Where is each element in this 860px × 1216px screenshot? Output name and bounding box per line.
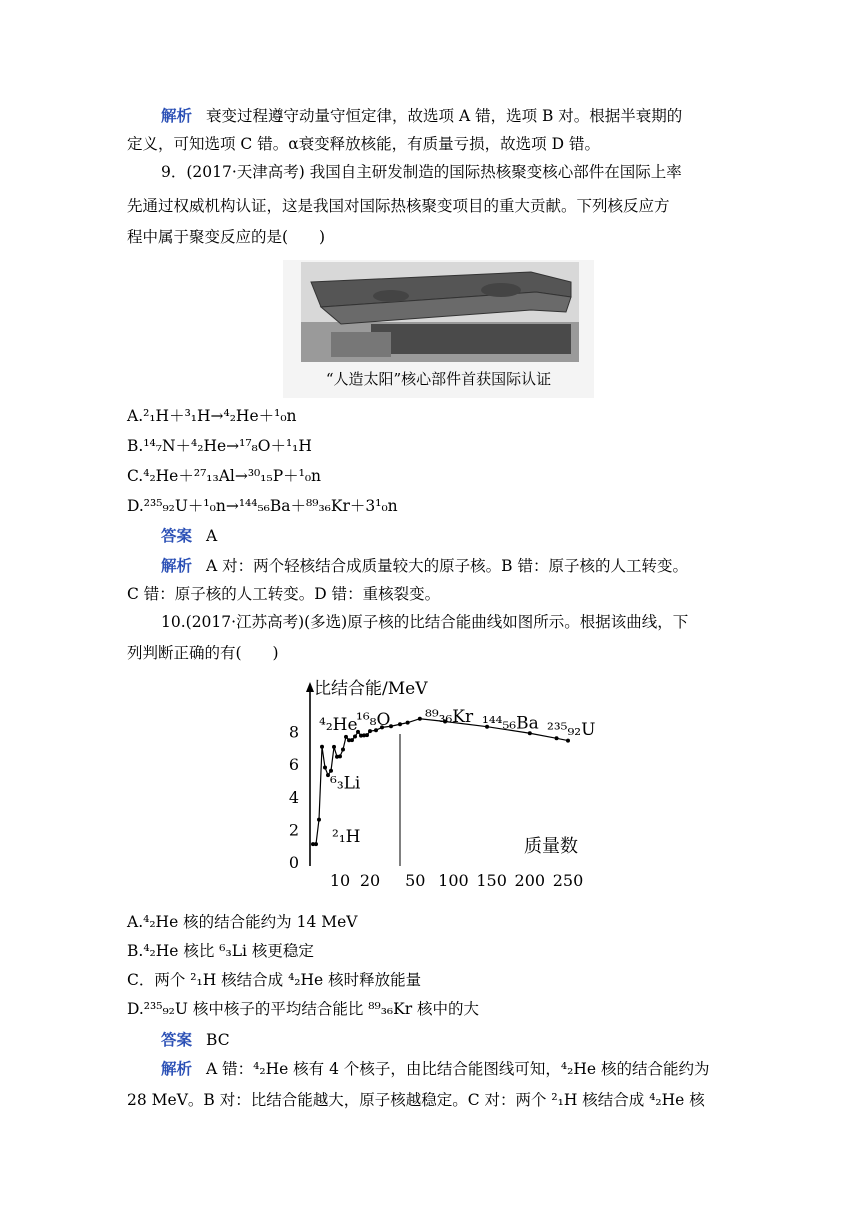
photo-caption: “人造太阳”核心部件首获国际认证 [325, 370, 552, 388]
q9-option-c: C.⁴₂He＋²⁷₁₃Al→³⁰₁₅P＋¹₀n [127, 467, 322, 485]
q10-option-a: A.⁴₂He 核的结合能约为 14 MeV [127, 913, 358, 931]
y-tick-label: 0 [288, 853, 300, 872]
analysis-label: 解析 [161, 556, 193, 575]
q10-option-d: D.²³⁵₉₂U 核中核子的平均结合能比 ⁸⁹₃₆Kr 核中的大 [127, 1000, 480, 1018]
question-9-line-2: 先通过权威机构认证，这是我国对国际热核聚变项目的重大贡献。下列核反应方 [127, 197, 670, 215]
y-tick-label: 4 [288, 787, 300, 807]
q10-option-c: C．两个 ²₁H 核结合成 ⁴₂He 核时释放能量 [127, 971, 422, 989]
data-point [332, 745, 336, 749]
analysis-text: A 错：⁴₂He 核有 4 个核子，由比结合能图线可知，⁴₂He 核的结合能约为 [206, 1060, 710, 1078]
q10-analysis-line-2: 28 MeV。B 对：比结合能越大，原子核越稳定。C 对：两个 ²₁H 核结合成 ⁴₂He 核 [127, 1091, 705, 1109]
binding-energy-chart-svg [283, 672, 613, 894]
data-point [353, 734, 357, 738]
analysis-text: 衰变过程遵守动量守恒定律，故选项 A 错，选项 B 对。根据半衰期的 [206, 107, 683, 125]
q10-option-b: B.⁴₂He 核比 ⁶₃Li 核更稳定 [127, 942, 314, 960]
data-point [341, 748, 345, 752]
data-point [365, 733, 369, 737]
analysis-8-line-1 [161, 106, 771, 126]
binding-energy-chart [283, 672, 613, 894]
y-axis-label: 比结合能/MeV [314, 679, 428, 699]
analysis-label: 解析 [161, 1059, 193, 1078]
answer-label: 答案 [161, 526, 193, 545]
data-point [320, 745, 324, 749]
data-point [406, 721, 410, 725]
x-tick-label: 50 [405, 871, 426, 890]
question-10-line-2: 列判断正确的有( ) [127, 644, 279, 662]
data-point [344, 735, 348, 739]
y-tick-label: 8 [288, 722, 300, 742]
isotope-label-u: ²³⁵₉₂U [547, 719, 596, 740]
data-point [323, 765, 327, 769]
isotope-label-ba: ¹⁴⁴₅₆Ba [482, 713, 539, 734]
analysis-text: A 对：两个轻核结合成质量较大的原子核。B 错：原子核的人工转变。 [206, 557, 688, 575]
data-point [398, 722, 402, 726]
question-9-line-3: 程中属于聚变反应的是( ) [127, 228, 326, 246]
x-tick-label: 10 [329, 871, 351, 890]
analysis-8-line-2: 定义，可知选项 C 错。α衰变释放核能，有质量亏损，故选项 D 错。 [127, 135, 600, 153]
q9-option-b: B.¹⁴₇N＋⁴₂He→¹⁷₈O＋¹₁H [127, 437, 312, 455]
isotope-label-h: ²₁H [332, 827, 361, 847]
data-point [338, 754, 342, 758]
y-tick-label: 2 [288, 820, 300, 840]
data-point [350, 738, 354, 742]
x-tick-label: 20 [359, 871, 381, 890]
q9-option-a: A.²₁H＋³₁H→⁴₂He＋¹₀n [127, 407, 297, 425]
question-10-line-1: 10.(2017·江苏高考)(多选)原子核的比结合能曲线如图所示。根据该曲线，下 [161, 613, 689, 631]
x-tick-label: 100 [438, 871, 469, 890]
isotope-label-li: ⁶₃Li [330, 773, 361, 794]
q9-option-d: D.²³⁵₉₂U＋¹₀n→¹⁴⁴₅₆Ba＋⁸⁹₃₆Kr＋3¹₀n [127, 497, 398, 515]
answer-value: BC [206, 1031, 230, 1049]
answer-label: 答案 [161, 1030, 193, 1049]
y-axis-arrow [306, 682, 314, 692]
x-tick-label: 200 [514, 871, 546, 890]
isotope-label-kr: ⁸⁹₃₆Kr [425, 706, 474, 727]
reactor-photo-figure [283, 260, 594, 398]
data-point [314, 842, 318, 846]
isotope-label-o: ¹⁶₈O [356, 710, 391, 731]
x-tick-label: 150 [476, 871, 507, 890]
q10-answer [161, 1030, 771, 1050]
question-9-line-1: 9．(2017·天津高考) 我国自主研发制造的国际热核聚变核心部件在国际上率 [161, 163, 682, 181]
x-tick-label: 250 [552, 871, 584, 890]
q9-analysis-line-1 [161, 556, 771, 576]
data-point [329, 769, 333, 773]
q9-answer [161, 526, 771, 546]
answer-value: A [206, 527, 218, 545]
isotope-label-he: ⁴₂He [319, 714, 358, 735]
reactor-component-photo [301, 262, 579, 362]
data-point [317, 818, 321, 822]
x-axis-label: 质量数 [524, 836, 578, 857]
analysis-label: 解析 [161, 106, 193, 125]
y-tick-label: 6 [288, 755, 300, 775]
q9-analysis-line-2: C 错：原子核的人工转变。D 错：重核裂变。 [127, 585, 441, 603]
q10-analysis-line-1 [161, 1059, 771, 1079]
data-point [418, 717, 422, 721]
